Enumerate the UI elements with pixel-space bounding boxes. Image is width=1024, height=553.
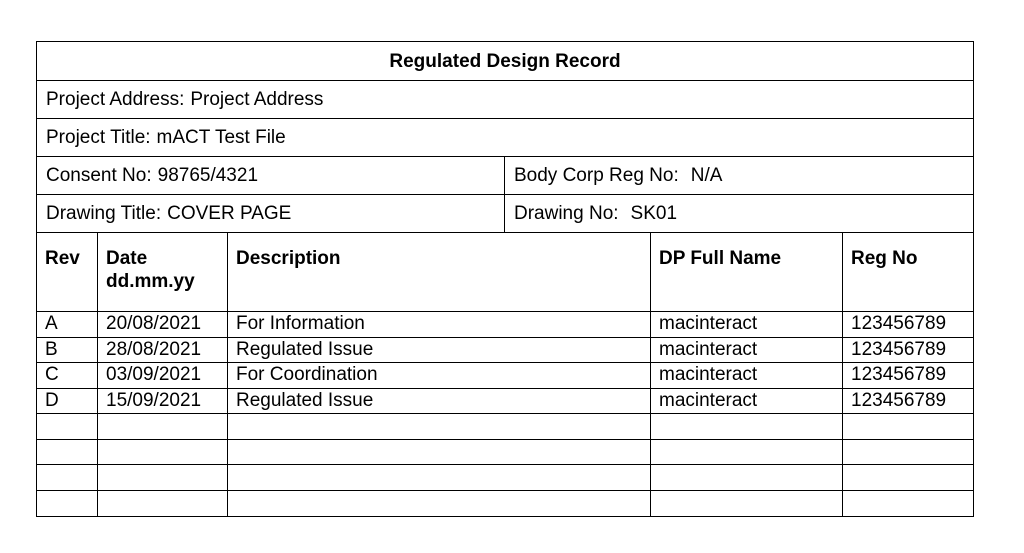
consent-no-cell: [37, 157, 505, 194]
table-cell-description: For Coordination: [228, 363, 651, 389]
empty-cell: [843, 414, 973, 440]
empty-cell: [98, 491, 228, 517]
header-dp-full-name: DP Full Name: [651, 233, 843, 312]
drawing-title-label: Drawing Title:: [46, 203, 162, 224]
project-title-row: [37, 119, 973, 157]
table-cell-reg-no: 123456789: [843, 389, 973, 415]
empty-cell: [228, 491, 651, 517]
record-title-row: [37, 42, 973, 81]
table-cell-reg-no: 123456789: [843, 338, 973, 364]
project-title-label: Project Title:: [46, 127, 151, 148]
project-address-label: Project Address:: [46, 89, 185, 110]
revision-table: [37, 233, 973, 516]
table-cell-reg-no: 123456789: [843, 312, 973, 338]
empty-cell: [37, 491, 98, 517]
table-cell-reg-no: 123456789: [843, 363, 973, 389]
empty-cell: [651, 465, 843, 491]
project-address-row: [37, 81, 973, 119]
consent-no-label: Consent No:: [46, 165, 152, 186]
table-cell-dp-full-name: macinteract: [651, 389, 843, 415]
project-address-value: Project Address: [190, 89, 324, 110]
empty-cell: [228, 414, 651, 440]
table-cell-rev: B: [37, 338, 98, 364]
project-title-value: mACT Test File: [156, 127, 286, 148]
drawing-no-cell: [505, 195, 973, 232]
empty-cell: [37, 465, 98, 491]
table-cell-dp-full-name: macinteract: [651, 312, 843, 338]
empty-cell: [651, 440, 843, 466]
drawing-title-cell: [37, 195, 505, 232]
table-cell-date: 28/08/2021: [98, 338, 228, 364]
empty-cell: [228, 440, 651, 466]
table-cell-rev: A: [37, 312, 98, 338]
table-cell-date: 15/09/2021: [98, 389, 228, 415]
empty-cell: [37, 440, 98, 466]
table-cell-rev: D: [37, 389, 98, 415]
table-cell-dp-full-name: macinteract: [651, 338, 843, 364]
table-cell-description: Regulated Issue: [228, 389, 651, 415]
table-cell-dp-full-name: macinteract: [651, 363, 843, 389]
empty-cell: [98, 414, 228, 440]
body-corp-label: Body Corp Reg No:: [514, 165, 679, 186]
empty-cell: [843, 440, 973, 466]
empty-cell: [37, 414, 98, 440]
drawing-title-value: COVER PAGE: [167, 203, 292, 224]
consent-row: [37, 157, 973, 195]
header-description: Description: [228, 233, 651, 312]
header-reg-no: Reg No: [843, 233, 973, 312]
project-title-cell: [37, 119, 973, 156]
empty-cell: [843, 465, 973, 491]
empty-cell: [98, 440, 228, 466]
table-cell-description: For Information: [228, 312, 651, 338]
header-date-line2: dd.mm.yy: [106, 271, 195, 293]
drawing-no-label: Drawing No:: [514, 203, 619, 224]
consent-no-value: 98765/4321: [157, 165, 259, 186]
drawing-row: [37, 195, 973, 233]
empty-cell: [651, 491, 843, 517]
header-date: [98, 233, 228, 312]
empty-cell: [228, 465, 651, 491]
table-cell-rev: C: [37, 363, 98, 389]
regulated-design-record: [36, 41, 974, 517]
project-address-cell: [37, 81, 973, 118]
drawing-no-value: SK01: [630, 203, 678, 224]
body-corp-cell: [505, 157, 973, 194]
body-corp-value: N/A: [690, 165, 723, 186]
header-date-line1: Date: [106, 248, 148, 269]
table-cell-description: Regulated Issue: [228, 338, 651, 364]
empty-cell: [98, 465, 228, 491]
record-title: Regulated Design Record: [389, 50, 621, 72]
header-rev: Rev: [37, 233, 98, 312]
table-cell-date: 03/09/2021: [98, 363, 228, 389]
empty-cell: [843, 491, 973, 517]
table-cell-date: 20/08/2021: [98, 312, 228, 338]
empty-cell: [651, 414, 843, 440]
